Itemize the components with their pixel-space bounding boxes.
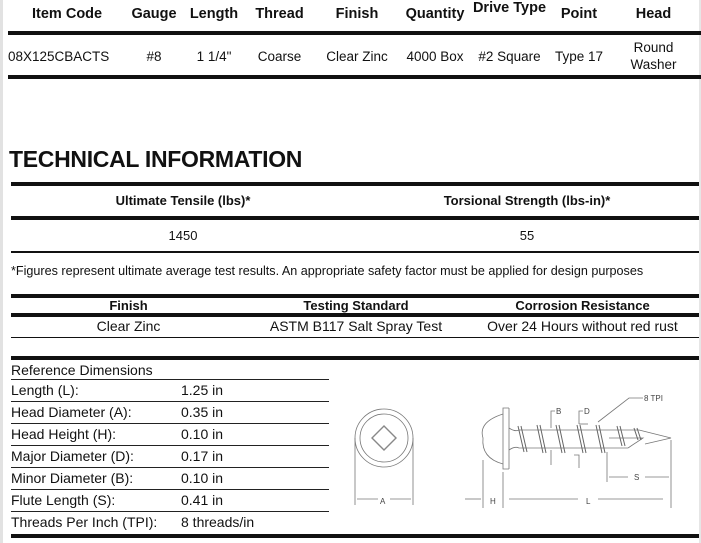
divider xyxy=(11,337,699,338)
dimension-value: 8 threads/in xyxy=(181,514,255,530)
header-point: Point xyxy=(560,6,598,22)
section-title: TECHNICAL INFORMATION xyxy=(9,146,303,172)
length: 1 1/4" xyxy=(196,48,232,64)
corrosion-resistance-value: Over 24 Hours without red rust xyxy=(487,318,678,334)
divider xyxy=(11,182,699,186)
divider xyxy=(8,31,701,35)
finish: Clear Zinc xyxy=(326,48,388,64)
dimension-label: Flute Length (S): xyxy=(11,492,116,508)
product-table-row xyxy=(8,36,701,76)
dimension-row xyxy=(11,446,329,468)
dimension-label: Head Diameter (A): xyxy=(11,404,132,420)
finish-header xyxy=(11,298,699,314)
head: Round Washer xyxy=(630,40,677,72)
dimension-label: Major Diameter (D): xyxy=(11,448,134,464)
header-gauge: Gauge xyxy=(131,6,177,22)
divider xyxy=(11,251,699,253)
divider xyxy=(11,216,699,220)
strength-values xyxy=(11,228,699,248)
header-thread: Thread xyxy=(255,6,304,22)
header-torsional-strength: Torsional Strength (lbs-in)* xyxy=(443,193,611,208)
header-drive-type: Drive Type xyxy=(472,0,547,16)
dimension-label: Head Height (H): xyxy=(11,426,117,442)
label-tpi: 8 TPI xyxy=(644,394,663,403)
drive-type: #2 Square xyxy=(478,48,541,64)
header-head: Head xyxy=(635,6,672,22)
screw-dimension-diagram xyxy=(343,380,701,520)
item-code: 08X125CBACTS xyxy=(8,48,110,64)
finish-value: Clear Zinc xyxy=(96,318,161,334)
header-finish: Finish xyxy=(109,298,148,313)
thread: Coarse xyxy=(257,48,302,64)
dimension-row xyxy=(11,380,329,402)
dimension-row xyxy=(11,490,329,512)
label-a: A xyxy=(380,497,386,506)
testing-standard-value: ASTM B117 Salt Spray Test xyxy=(269,318,443,334)
reference-dimensions-table xyxy=(11,361,329,534)
ultimate-tensile-value: 1450 xyxy=(168,228,198,243)
product-table-header xyxy=(8,0,701,29)
dimension-row xyxy=(11,402,329,424)
quantity: 4000 Box xyxy=(406,48,464,64)
screw-drawing-icon xyxy=(343,380,701,520)
header-corrosion-resistance: Corrosion Resistance xyxy=(515,298,650,313)
footnote: *Figures represent ultimate average test results. An appropriate safety factor must be applied for design purposes xyxy=(11,264,644,278)
label-d: D xyxy=(584,407,590,416)
label-l: L xyxy=(586,497,591,506)
dimension-row xyxy=(11,512,329,534)
divider xyxy=(11,356,699,360)
reference-dimensions-title: Reference Dimensions xyxy=(11,361,329,380)
dimension-row xyxy=(11,468,329,490)
strength-header xyxy=(11,193,699,213)
divider xyxy=(11,534,699,538)
dimension-label: Length (L): xyxy=(11,382,79,398)
label-b: B xyxy=(556,407,562,416)
dimension-value: 0.35 in xyxy=(181,404,224,420)
dimension-label: Minor Diameter (B): xyxy=(11,470,134,486)
finish-values xyxy=(11,318,699,336)
dimension-value: 0.41 in xyxy=(181,492,224,508)
header-finish: Finish xyxy=(335,6,379,22)
dimension-value: 0.17 in xyxy=(181,448,224,464)
torsional-strength-value: 55 xyxy=(519,228,535,243)
dimension-value: 0.10 in xyxy=(181,426,224,442)
divider xyxy=(11,313,699,317)
label-h: H xyxy=(490,497,496,506)
header-testing-standard: Testing Standard xyxy=(303,298,409,313)
label-s: S xyxy=(634,473,640,482)
header-item-code: Item Code xyxy=(32,6,103,22)
header-quantity: Quantity xyxy=(405,6,465,22)
gauge: #8 xyxy=(146,48,162,64)
dimension-value: 1.25 in xyxy=(181,382,224,398)
dimension-row xyxy=(11,424,329,446)
dimension-label: Threads Per Inch (TPI): xyxy=(11,514,158,530)
divider xyxy=(8,75,701,79)
dimension-value: 0.10 in xyxy=(181,470,224,486)
header-ultimate-tensile: Ultimate Tensile (lbs)* xyxy=(115,193,251,208)
header-length: Length xyxy=(189,6,239,22)
point: Type 17 xyxy=(554,48,604,64)
